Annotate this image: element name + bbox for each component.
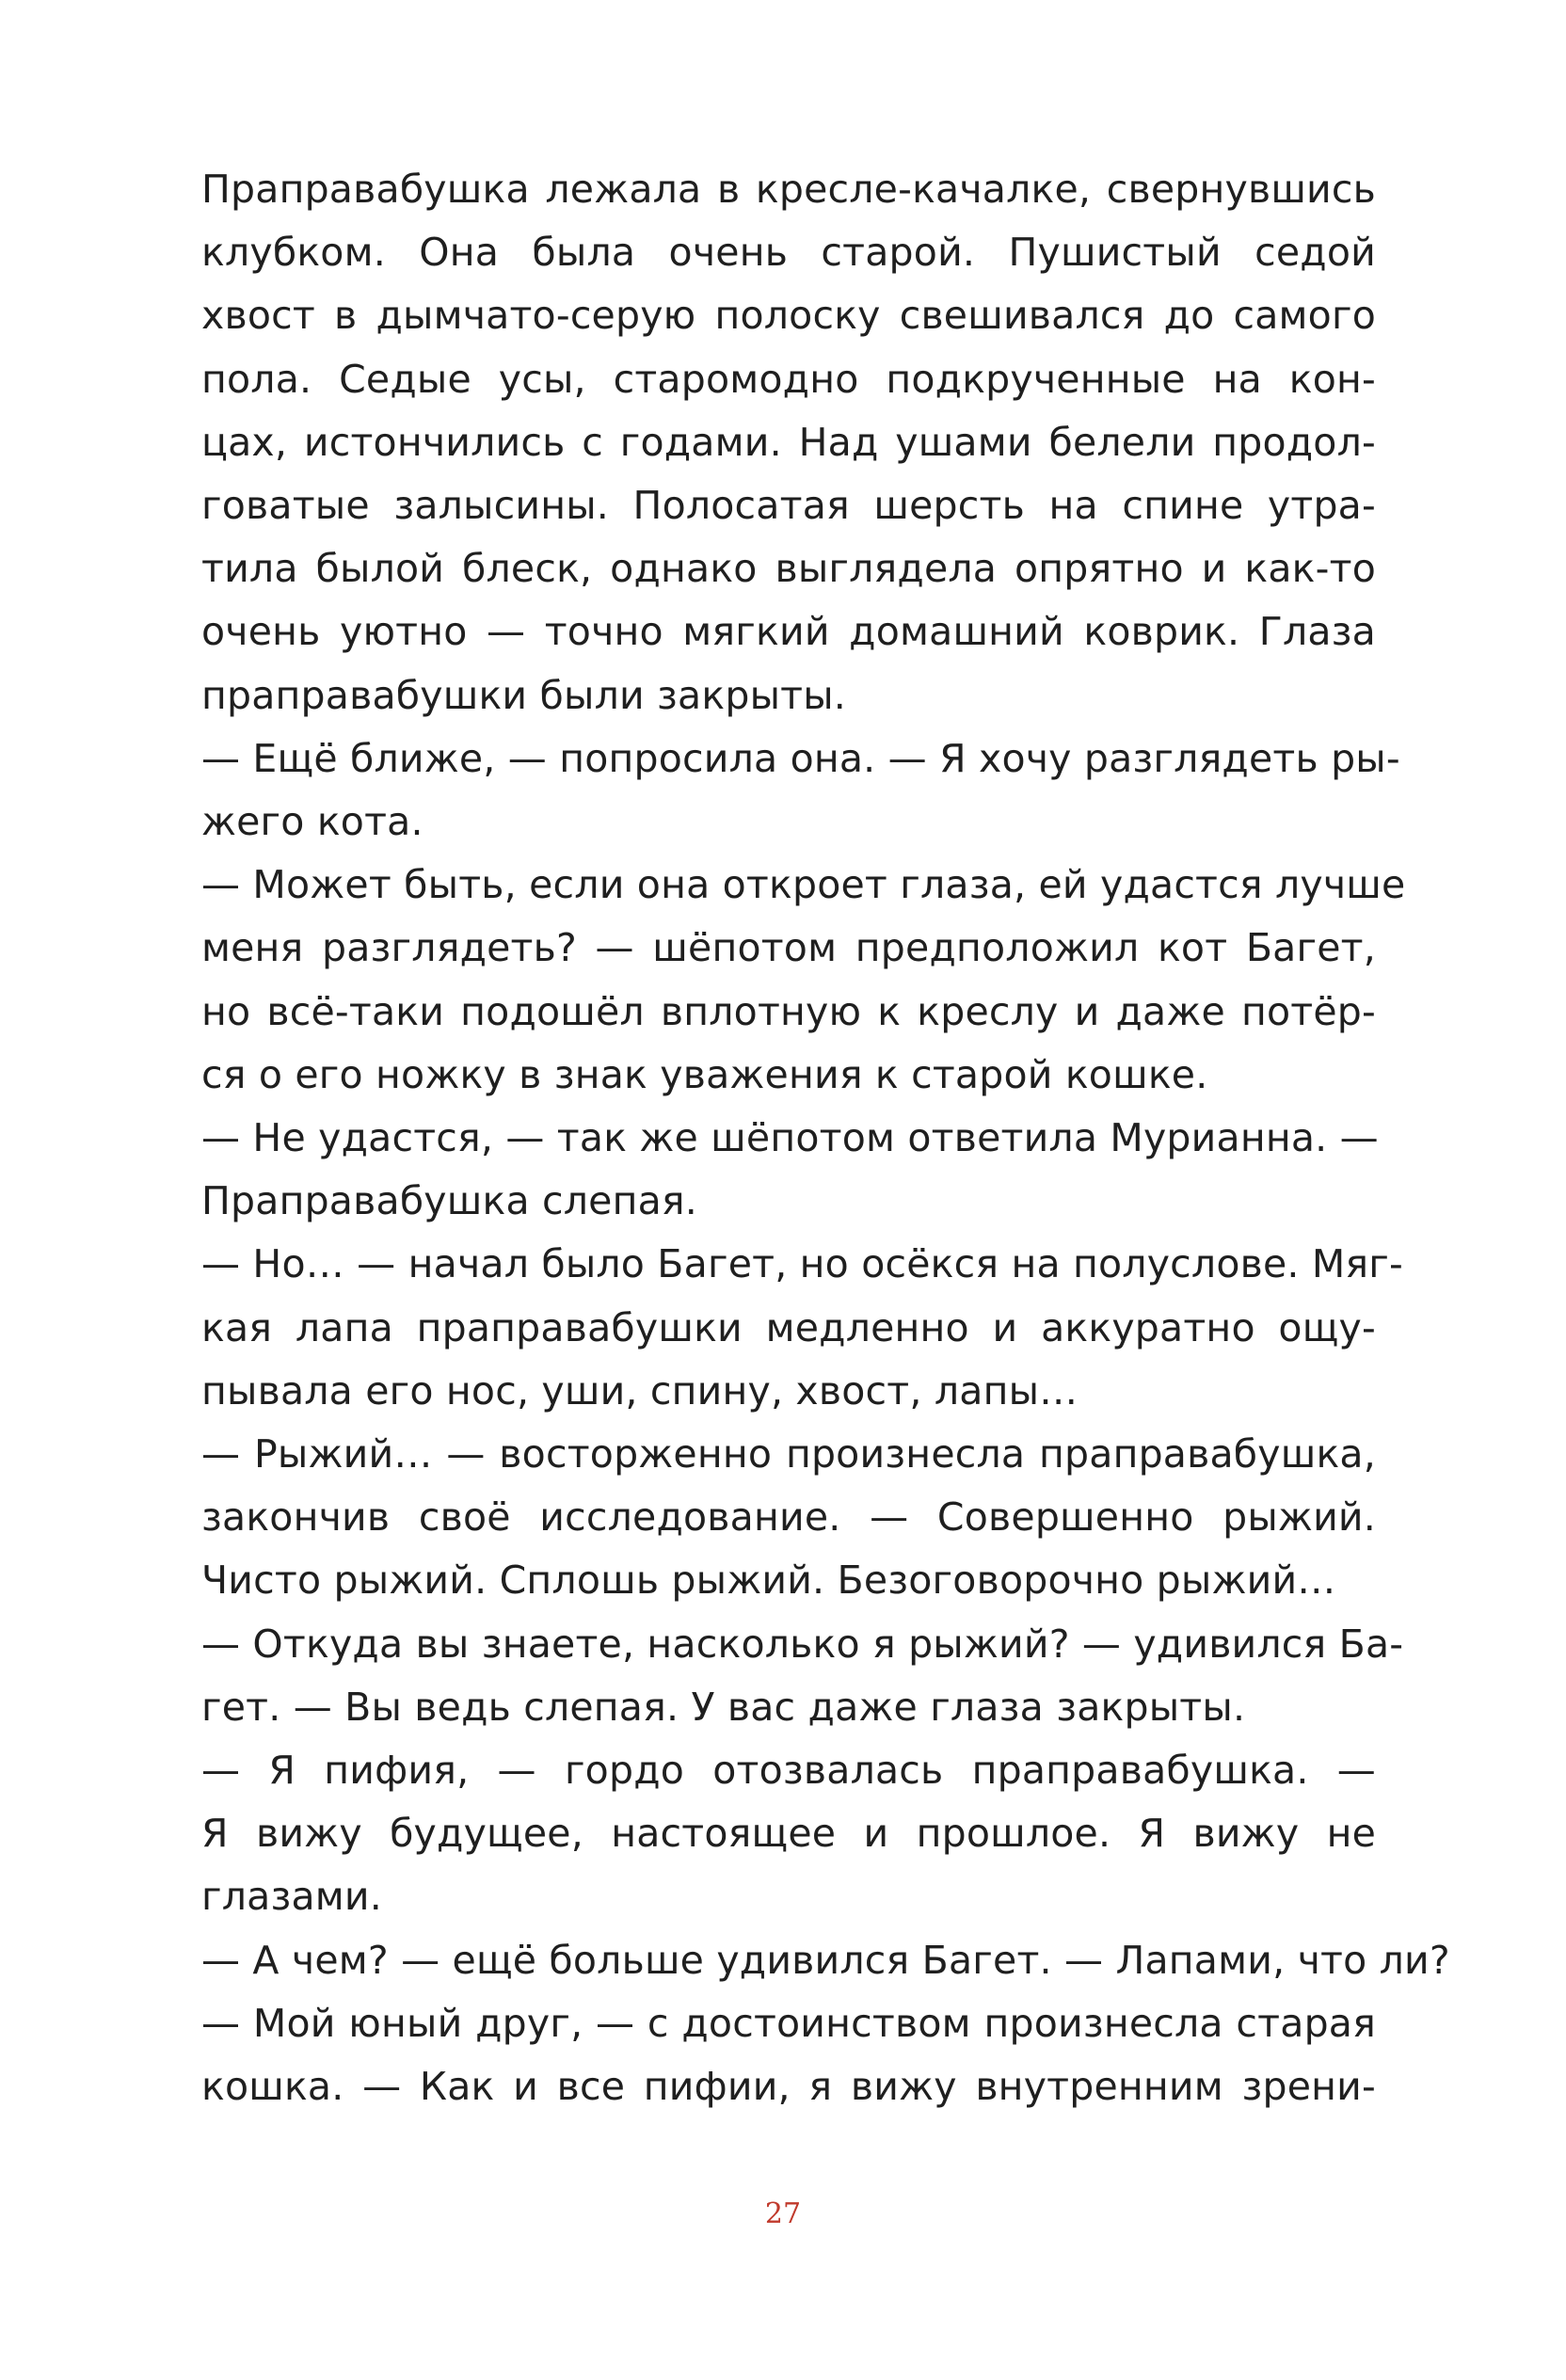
text-line: — А чем? — ещё больше удивился Багет. — Лапами, что ли?	[201, 1937, 1450, 1983]
text-line: — Откуда вы знаете, насколько я рыжий? — удивился Ба-	[201, 1621, 1404, 1667]
text-line: глазами.	[201, 1874, 383, 1920]
text-line: — Не удастся, — так же шёпотом ответила Мурианна. —	[201, 1115, 1379, 1161]
paragraph	[201, 1233, 1404, 1423]
page-text-block	[201, 158, 1450, 2118]
text-line: ся о его ножку в знак уважения к старой кошке.	[201, 1051, 1208, 1097]
paragraph	[201, 1929, 1450, 1992]
text-line: цах, истончились с годами. Над ушами белели продол-	[201, 419, 1376, 465]
paragraph	[201, 854, 1406, 1107]
paragraph	[201, 1423, 1376, 1613]
text-line: жего кота.	[201, 799, 423, 845]
text-line: пола. Седые усы, старомодно подкрученные на кон-	[201, 356, 1376, 402]
text-line: — Рыжий… — восторженно произнесла праправабушка,	[201, 1431, 1376, 1478]
paragraph	[201, 1992, 1376, 2118]
paragraph	[201, 727, 1400, 854]
text-line: меня разглядеть? — шёпотом предположил кот Багет,	[201, 925, 1376, 971]
text-line: очень уютно — точно мягкий домашний коврик. Глаза	[201, 609, 1376, 655]
text-line: — Я пифия, — гордо отозвалась праправабушка. —	[201, 1748, 1376, 1794]
text-line: — Ещё ближе, — попросила она. — Я хочу разглядеть ры-	[201, 735, 1400, 781]
text-line: Праправабушка лежала в кресле-качалке, свернувшись	[201, 167, 1376, 212]
page-number: 27	[764, 2197, 802, 2230]
text-line: кая лапа праправабушки медленно и аккуратно ощу-	[201, 1304, 1376, 1350]
text-line: но всё-таки подошёл вплотную к креслу и даже потёр-	[201, 988, 1376, 1034]
paragraph	[201, 1107, 1379, 1233]
paragraph	[201, 1739, 1376, 1929]
text-line: Я вижу будущее, настоящее и прошлое. Я вижу не	[201, 1811, 1376, 1857]
paragraph	[201, 158, 1376, 727]
text-line: — Но… — начал было Багет, но осёкся на полуслове. Мяг-	[201, 1241, 1404, 1287]
text-line: — Мой юный друг, — с достоинством произнесла старая	[201, 2000, 1376, 2046]
text-line: клубком. Она была очень старой. Пушистый седой	[201, 230, 1376, 276]
text-line: гет. — Вы ведь слепая. У вас даже глаза закрыты.	[201, 1684, 1246, 1730]
text-line: Праправабушка слепая.	[201, 1178, 698, 1224]
text-line: Чисто рыжий. Сплошь рыжий. Безоговорочно рыжий…	[201, 1557, 1336, 1604]
text-line: хвост в дымчато-серую полоску свешивался до самого	[201, 293, 1376, 339]
text-line: тила былой блеск, однако выглядела опрятно и как-то	[201, 546, 1376, 592]
text-line: кошка. — Как и все пифии, я вижу внутренним зрени-	[201, 2064, 1376, 2110]
text-line: — Может быть, если она откроет глаза, ей удастся лучше	[201, 862, 1406, 908]
text-line: пывала его нос, уши, спину, хвост, лапы…	[201, 1367, 1079, 1414]
text-line: закончив своё исследование. — Совершенно рыжий.	[201, 1494, 1376, 1541]
text-line: праправабушки были закрыты.	[201, 672, 847, 718]
text-line: говатые залысины. Полосатая шерсть на спине утра-	[201, 483, 1376, 529]
paragraph	[201, 1613, 1404, 1739]
